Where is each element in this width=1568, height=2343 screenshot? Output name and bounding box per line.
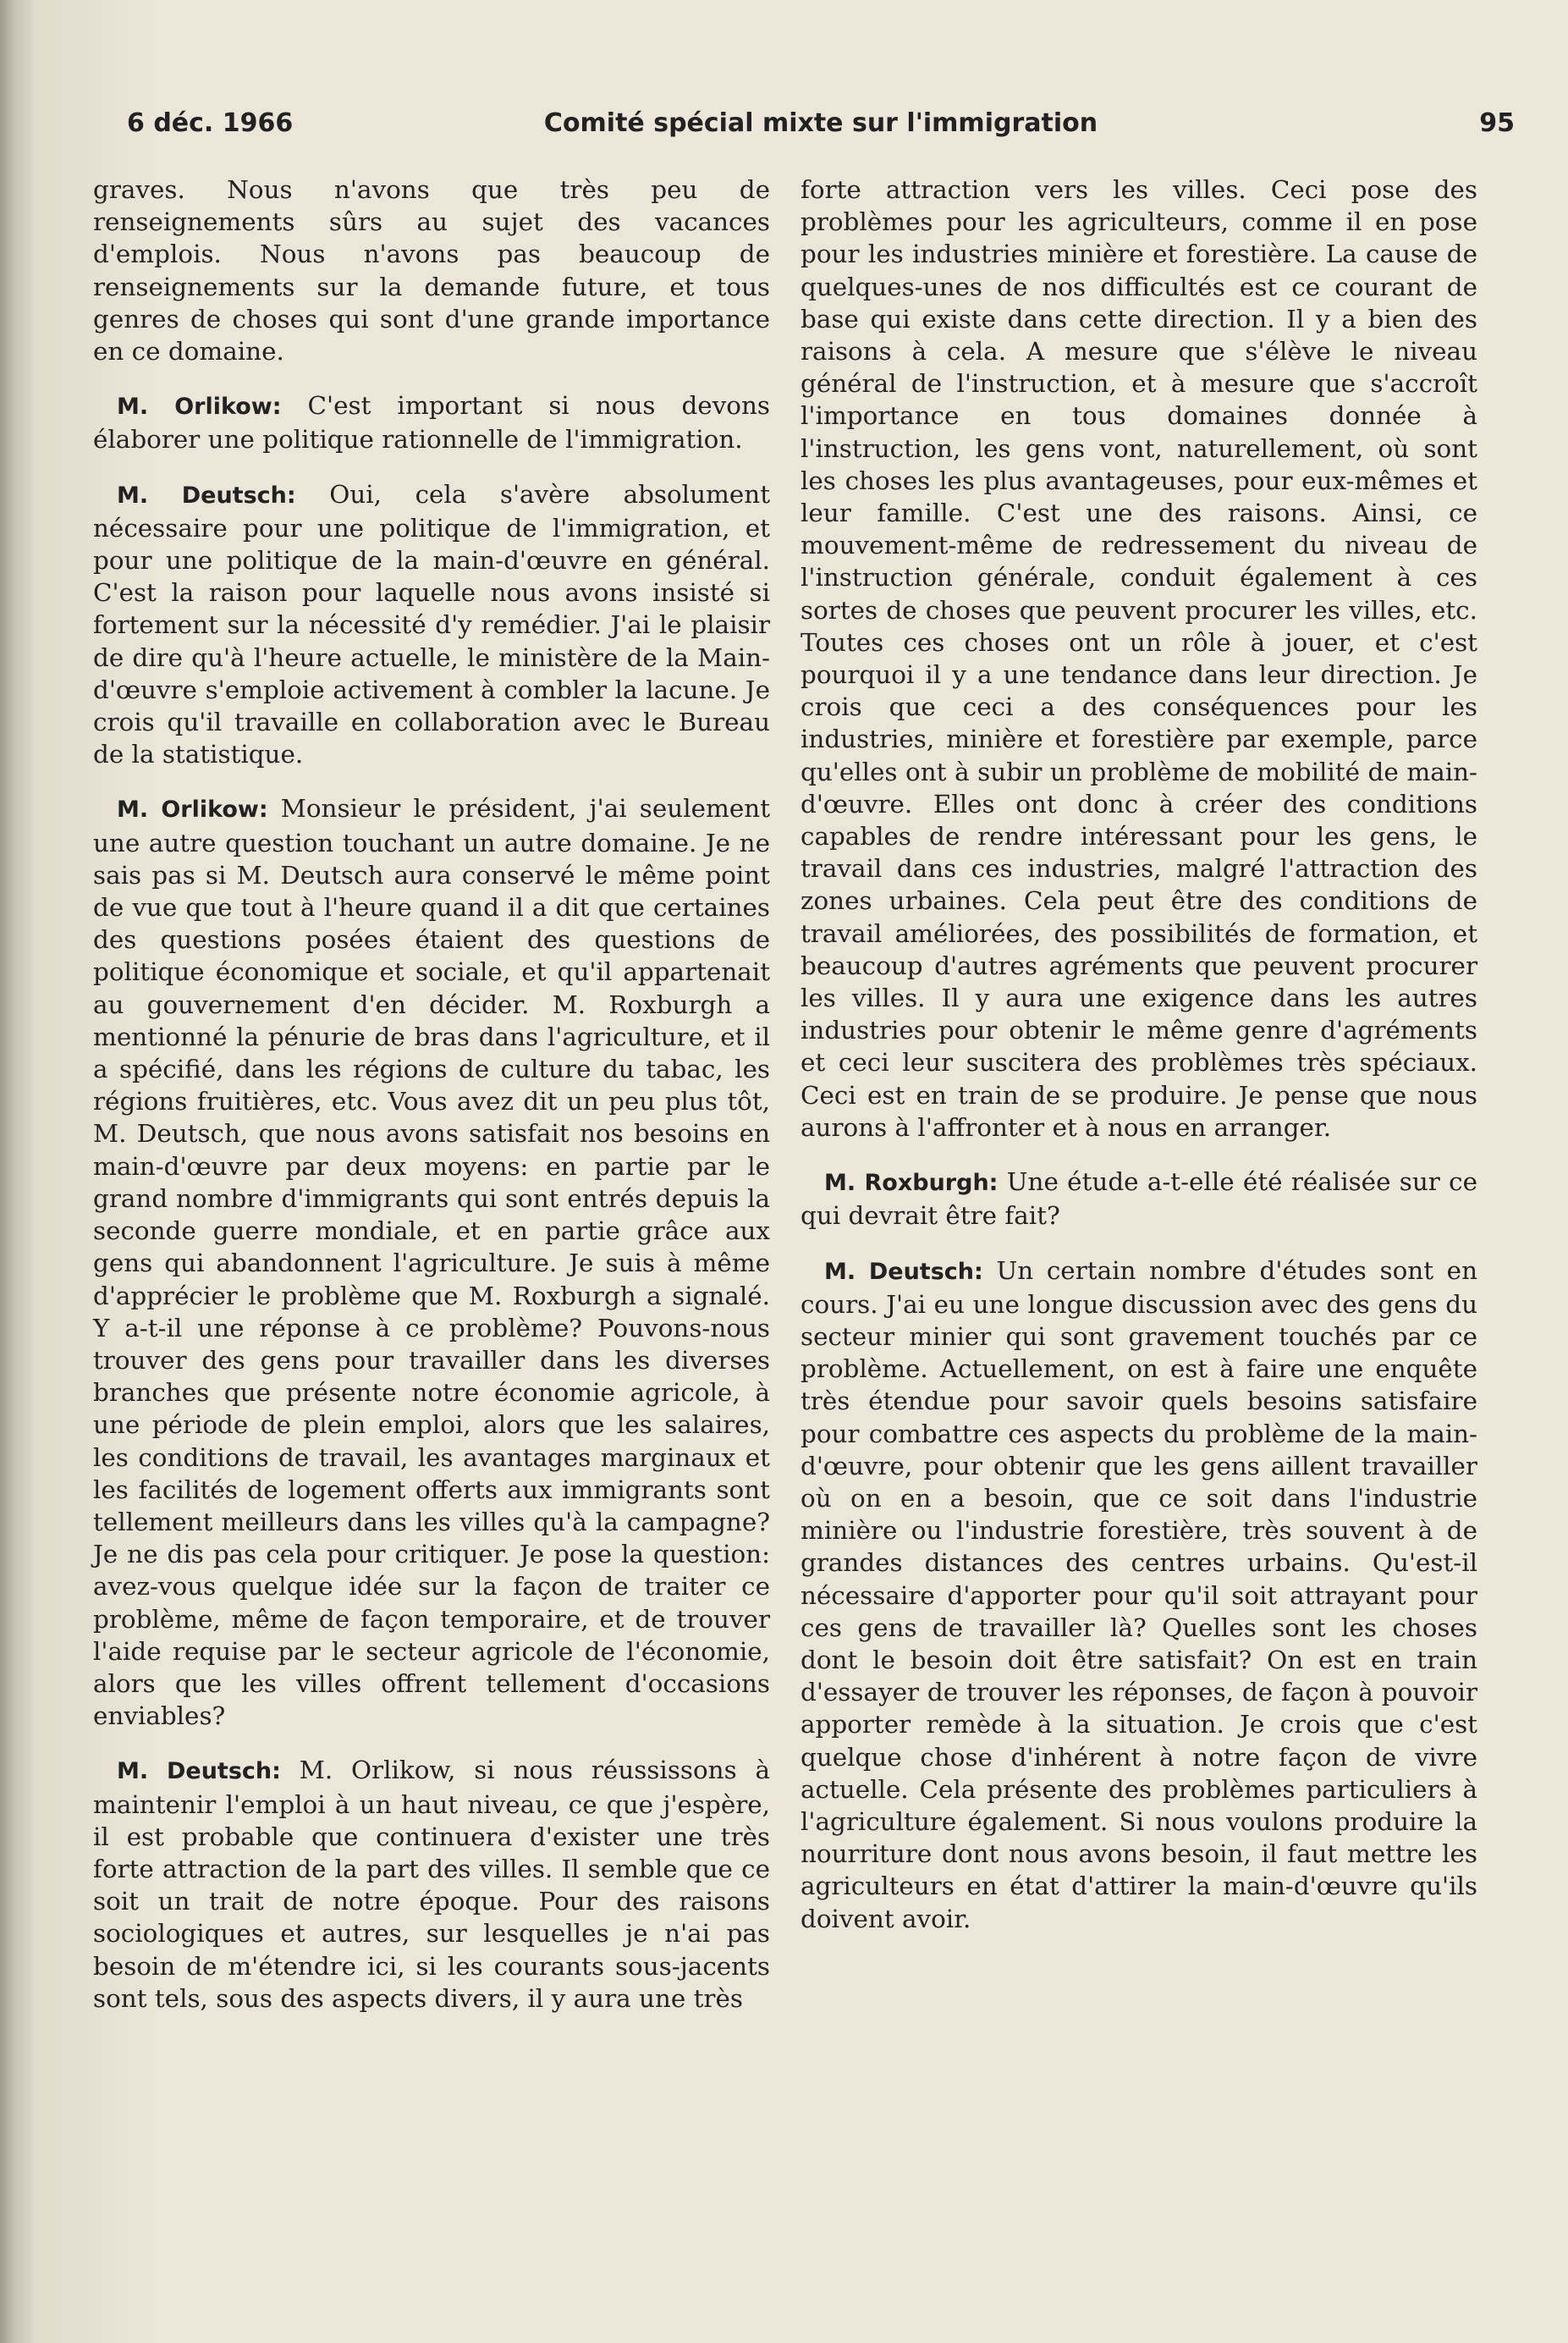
paragraph	[93, 1754, 770, 2015]
page-number: 95	[1479, 108, 1515, 138]
speaker-name: M. Orlikow:	[117, 394, 282, 421]
paragraph	[801, 1166, 1477, 1232]
paragraph	[93, 389, 770, 455]
right-column	[801, 174, 1477, 1957]
paragraph-text: C'est important si nous devons élaborer une politique rationnelle de l'immigration.	[93, 391, 771, 455]
paragraph-text: Une étude a-t-elle été réalisée sur ce qui devrait être fait?	[801, 1167, 1477, 1231]
paragraph	[93, 792, 770, 1732]
paragraph-text: Un certain nombre d'études sont en cours. J'ai eu une longue discussion avec des gens du secteur minier qui sont gravement touchés par ce problème. Actuellement, on est à faire une enquête très étendue pour savoir quels besoins satisfaire pour combattre ces aspects du problème de la main-d'œuvre, pour obtenir que les gens aillent travailler où on en a besoin, que ce soit dans l'industrie minière ou l'industrie forestière, très souvent à de grandes distances des centres urbains. Qu'est-il nécessaire d'apporter pour qu'il soit attrayant pour ces gens de travailler là? Quelles sont les choses dont le besoin doit être satisfait? On est en train d'essayer de trouver les réponses, de façon à pouvoir apporter remède à la situation. Je crois que c'est quelque chose d'inhérent à notre façon de vivre actuelle. Cela présente des problèmes particuliers à l'agriculture également. Si nous voulons produire la nourriture dont nous avons besoin, il faut mettre les agriculteurs en état d'attirer la main-d'œuvre qu'ils doivent avoir.	[801, 1255, 1477, 1933]
paragraph	[93, 478, 770, 771]
speaker-name: M. Deutsch:	[824, 1258, 983, 1285]
running-header	[127, 108, 1515, 151]
speaker-name: M. Deutsch:	[117, 1758, 281, 1785]
paragraph	[801, 1254, 1477, 1935]
paragraph-text: forte attraction vers les villes. Ceci pose des problèmes pour les agriculteurs, comme il en pose pour les industries minière et forestière. La cause de quelques-unes de nos difficultés est ce courant de base qui existe dans cette direction. Il y a bien des raisons à cela. A mesure que s'élève le niveau général de l'instruction, et à mesure que s'accroît l'importance en tous domaines donnée à l'instruction, les gens vont, naturellement, où sont les choses les plus avantageuses, pour eux-mêmes et leur famille. C'est une des raisons. Ainsi, ce mouvement-même de redressement du niveau de l'instruction générale, conduit également à ces sortes de choses que peuvent procurer les villes, etc. Toutes ces choses ont un rôle à jouer, et c'est pourquoi il y a une tendance dans leur direction. Je crois que ceci a des conséquences pour les industries, minière et forestière par exemple, parce qu'elles ont à subir un problème de mobilité de main-d'œuvre. Elles ont donc à créer des conditions capables de rendre intéressant pour les gens, le travail dans ces industries, malgré l'attraction des zones urbaines. Cela peut être des conditions de travail améliorées, des possibilités de formation, et beaucoup d'autres agréments que peuvent procurer les villes. Il y aura une exigence dans les autres industries pour obtenir le même genre d'agréments et ceci leur suscitera des problèmes très spéciaux. Ceci est en train de se produire. Je pense que nous aurons à l'affronter et à nous en arranger.	[801, 175, 1477, 1142]
speaker-name: M. Roxburgh:	[824, 1170, 999, 1197]
speaker-name: M. Orlikow:	[117, 797, 268, 824]
header-title: Comité spécial mixte sur l'immigration	[543, 108, 1098, 138]
header-date: 6 déc. 1966	[127, 108, 294, 138]
book-spine-shadow	[0, 0, 34, 2343]
paragraph-text: M. Orlikow, si nous réussissons à maintenir l'emploi à un haut niveau, ce que j'espère, il est probable que continuera d'exister une très forte attraction de la part des villes. Il semble que ce soit un trait de notre époque. Pour des raisons sociologiques et autres, sur lesquelles je n'ai pas besoin de m'étendre ici, si les courants sous-jacents sont tels, sous des aspects divers, il y aura une très	[93, 1756, 770, 2013]
paragraph-text: Monsieur le président, j'ai seulement une autre question touchant un autre domaine. Je ne sais pas si M. Deutsch aura conservé le même point de vue que tout à l'heure quand il a dit que certaines des questions posées étaient des questions de politique économique et sociale, et qu'il appartenait au gouvernement d'en décider. M. Roxburgh a mentionné la pénurie de bras dans l'agriculture, et il a spécifié, dans les régions de culture du tabac, les régions fruitières, etc. Vous avez dit un peu plus tôt, M. Deutsch, que nous avons satisfait nos besoins en main-d'œuvre par deux moyens: en partie par le grand nombre d'immigrants qui sont entrés depuis la seconde guerre mondiale, et en partie grâce aux gens qui abandonnent l'agriculture. Je suis à même d'apprécier le problème que M. Roxburgh a signalé. Y a-t-il une réponse à ce problème? Pouvons-nous trouver des gens pour travailler dans les diverses branches que présente notre économie agricole, à une période de plein emploi, alors que les salaires, les conditions de travail, les avantages marginaux et les facilités de logement offerts aux immigrants sont tellement meilleurs dans les villes qu'à la campagne? Je ne dis pas cela pour critiquer. Je pose la question: avez-vous quelque idée sur la façon de traiter ce problème, même de façon temporaire, et de trouver l'aide requise par le secteur agricole de l'économie, alors que les villes offrent tellement d'occasions enviables?	[93, 794, 771, 1731]
paragraph-text: graves. Nous n'avons que très peu de renseignements sûrs au sujet des vacances d'emplois. Nous n'avons pas beaucoup de renseignements sur la demande future, et tous genres de choses qui sont d'une grande importance en ce domaine.	[93, 175, 770, 367]
paragraph	[93, 174, 770, 367]
left-column	[93, 174, 770, 2037]
speaker-name: M. Deutsch:	[117, 482, 296, 509]
paragraph	[801, 174, 1477, 1144]
paragraph-text: Oui, cela s'avère absolument nécessaire pour une politique de l'immigration, et pour une politique de la main-d'œuvre en général. C'est la raison pour laquelle nous avons insisté si fortement sur la nécessité d'y remédier. J'ai le plaisir de dire qu'à l'heure actuelle, le ministère de la Main-d'œuvre s'emploie activement à combler la lacune. Je crois qu'il travaille en collaboration avec le Bureau de la statistique.	[93, 479, 771, 769]
